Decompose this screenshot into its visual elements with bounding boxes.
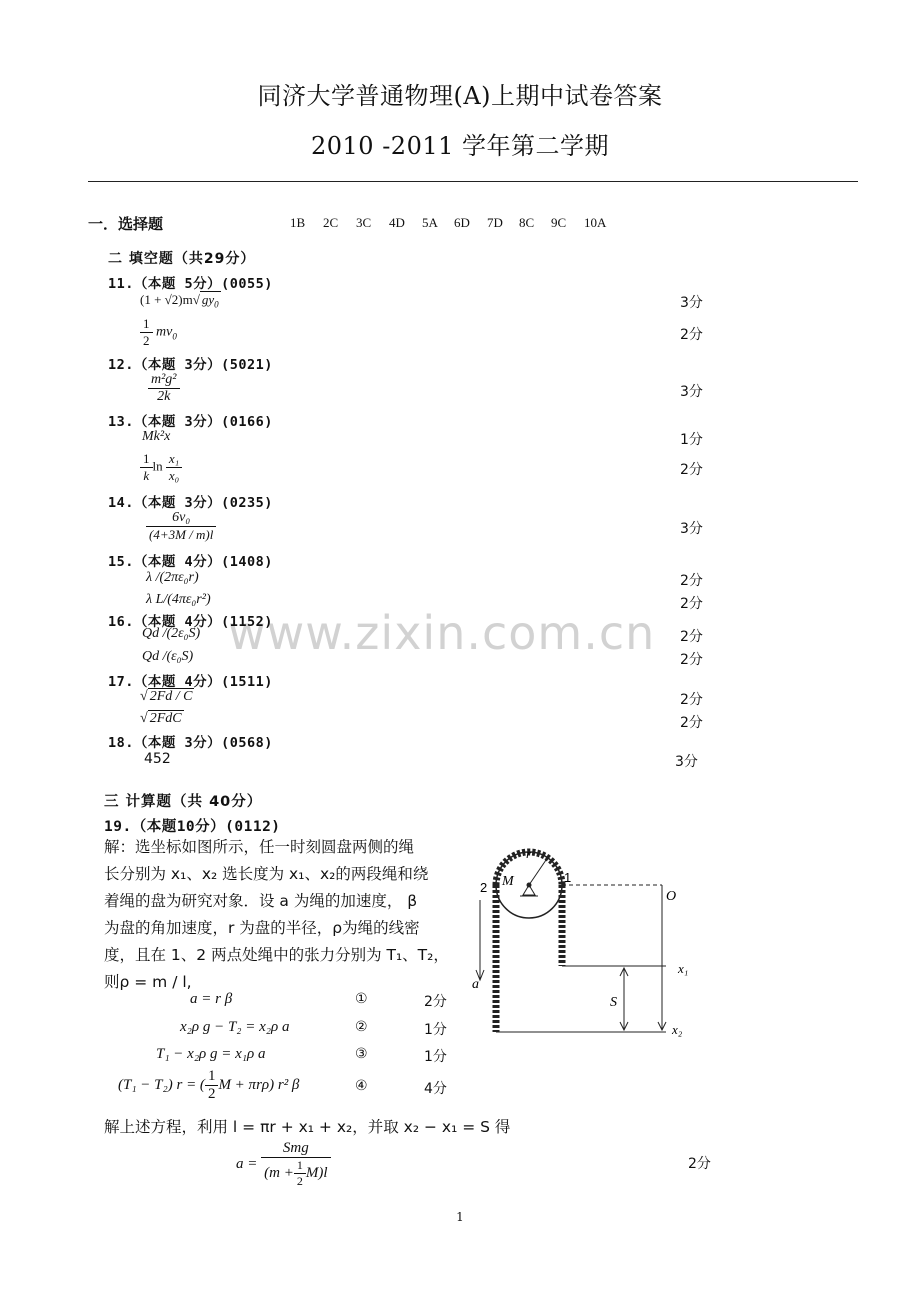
problem-19-label: 19.（本题10分）(0112) bbox=[104, 819, 281, 835]
label-s: S bbox=[610, 995, 617, 1010]
page-title: 同济大学普通物理(A)上期中试卷答案 bbox=[257, 82, 663, 110]
problem-17-answer-2: √ 2FdC bbox=[140, 711, 182, 726]
header-divider bbox=[88, 181, 858, 182]
choice-answer: 5A bbox=[422, 215, 438, 230]
radius-line bbox=[529, 860, 546, 885]
equation-2-score: 1分 bbox=[424, 1022, 447, 1038]
problem-15-answer-1: λ /(2πε₀r) bbox=[146, 570, 199, 585]
equation-4-score: 4分 bbox=[424, 1081, 447, 1097]
problem-19-line: 着绳的盘为研究对象．设 a 为绳的加速度， β bbox=[104, 892, 418, 910]
problem-11-score-2: 2分 bbox=[680, 327, 703, 343]
section3-heading: 三 计算题（共 40分） bbox=[104, 794, 263, 810]
label-r: r bbox=[526, 846, 532, 861]
page-number: 1 bbox=[456, 1210, 464, 1224]
choice-answer: 1B bbox=[290, 215, 306, 230]
problem-12-label: 12.（本题 3分）(5021) bbox=[108, 357, 273, 373]
equation-2-number: ② bbox=[355, 1019, 368, 1035]
problem-19-line: 为盘的角加速度，r 为盘的半径，ρ为绳的线密 bbox=[104, 919, 420, 937]
label-2: 2 bbox=[480, 880, 488, 895]
problem-18-answer: 452 bbox=[144, 751, 171, 767]
problem-14-score: 3分 bbox=[680, 521, 703, 537]
choice-answer: 10A bbox=[584, 215, 607, 230]
choice-answer: 2C bbox=[323, 215, 339, 230]
problem-19-line: 则ρ = m / l, bbox=[104, 973, 192, 991]
solve-line: 解上述方程，利用 l = πr + x₁ + x₂，并取 x₂ − x₁ = S 得 bbox=[104, 1118, 511, 1136]
problem-16-score-2: 2分 bbox=[680, 652, 703, 668]
choice-answer: 8C bbox=[519, 215, 535, 230]
final-score: 2分 bbox=[688, 1156, 711, 1172]
problem-16-answer-2: Qd /(ε₀S) bbox=[142, 649, 194, 664]
label-x1: x₁ bbox=[678, 961, 689, 976]
problem-19-line: 度，且在 1、2 两点处绳中的张力分别为 T₁、T₂， bbox=[104, 946, 449, 964]
equation-1-number: ① bbox=[355, 991, 368, 1007]
label-a: a bbox=[472, 977, 479, 992]
problem-15-score-2: 2分 bbox=[680, 596, 703, 612]
equation-1-score: 2分 bbox=[424, 994, 447, 1010]
choice-answer: 9C bbox=[551, 215, 567, 230]
label-x2: x₂ bbox=[672, 1022, 683, 1037]
final-equation: a = Smg (m + $\frac{1}{2}$ M)l bbox=[236, 1140, 331, 1189]
equation-4: (T₁ − T₂) r = ( $\frac{1}{2}$ M + πrρ) r² β bbox=[118, 1068, 300, 1102]
problem-11-label: 11.（本题 5分）(0055) bbox=[108, 276, 273, 292]
problem-13-score-2: 2分 bbox=[680, 462, 703, 478]
choice-answer: 7D bbox=[487, 215, 503, 230]
problem-17-score-2: 2分 bbox=[680, 715, 703, 731]
problem-15-label: 15.（本题 4分）(1408) bbox=[108, 554, 273, 570]
problem-11-score-1: 3分 bbox=[680, 295, 703, 311]
watermark: www.zixin.com.cn bbox=[228, 606, 656, 660]
label-m: M bbox=[502, 874, 514, 889]
choice-answer: 3C bbox=[356, 215, 372, 230]
problem-14-label: 14.（本题 3分）(0235) bbox=[108, 495, 273, 511]
problem-18-label: 18.（本题 3分）(0568) bbox=[108, 735, 273, 751]
problem-16-answer-1: Qd /(2ε₀S) bbox=[142, 626, 201, 641]
problem-15-score-1: 2分 bbox=[680, 573, 703, 589]
label-o: O bbox=[666, 889, 677, 904]
section1-heading: 一．选择题 bbox=[88, 215, 164, 233]
problem-14-answer: $\frac{\text{6v₀}}{(4+3M / m)l}$ bbox=[146, 510, 216, 543]
pulley-diagram bbox=[466, 840, 706, 1040]
problem-19-text bbox=[104, 834, 474, 996]
problem-13-answer-2: $\frac{1}{k}$ ln $\frac{\text{x₁}}{\text{x₀}}$ bbox=[140, 451, 182, 484]
problem-12-score: 3分 bbox=[680, 384, 703, 400]
problem-15-answer-2: λ L/(4πε₀r²) bbox=[146, 592, 211, 607]
problem-11-answer-2: $\frac{1}{2}$ $mv_0$ bbox=[140, 316, 177, 349]
equation-2: x₂ρ g − T₂ = x₂ρ a bbox=[180, 1019, 290, 1035]
problem-19-line: 解：选坐标如图所示，任一时刻圆盘两侧的绳 bbox=[104, 838, 415, 856]
problem-16-label: 16.（本题 4分）(1152) bbox=[108, 614, 273, 630]
problem-18-score: 3分 bbox=[675, 754, 698, 770]
equation-3: T₁ − x₂ρ g = x₁ρ a bbox=[156, 1046, 266, 1062]
section2-heading: 二 填空题（共29分） bbox=[108, 251, 256, 267]
equation-3-score: 1分 bbox=[424, 1049, 447, 1065]
problem-12-answer: $\frac{\text{m²g²}}{2k}$ bbox=[148, 372, 180, 405]
problem-17-score-1: 2分 bbox=[680, 692, 703, 708]
problem-16-score-1: 2分 bbox=[680, 629, 703, 645]
label-1: 1 bbox=[564, 870, 572, 885]
equation-4-number: ④ bbox=[355, 1078, 368, 1094]
problem-17-label: 17.（本题 4分）(1511) bbox=[108, 674, 273, 690]
problem-13-answer-1: Mk²x bbox=[142, 429, 171, 444]
choice-answer: 4D bbox=[389, 215, 405, 230]
choice-answer: 6D bbox=[454, 215, 470, 230]
problem-13-score-1: 1分 bbox=[680, 432, 703, 448]
problem-19-line: 长分别为 x₁、x₂ 选长度为 x₁、x₂的两段绳和绕 bbox=[104, 865, 429, 883]
equation-3-number: ③ bbox=[355, 1046, 368, 1062]
problem-17-answer-1: √ 2Fd / C bbox=[140, 689, 193, 704]
problem-11-answer-1: (1 + √2)m√ $gy_0$ bbox=[140, 292, 219, 310]
page-subtitle: 2010 -2011 学年第二学期 bbox=[310, 132, 610, 160]
problem-13-label: 13.（本题 3分）(0166) bbox=[108, 414, 273, 430]
equation-1: a = r β bbox=[190, 991, 233, 1007]
